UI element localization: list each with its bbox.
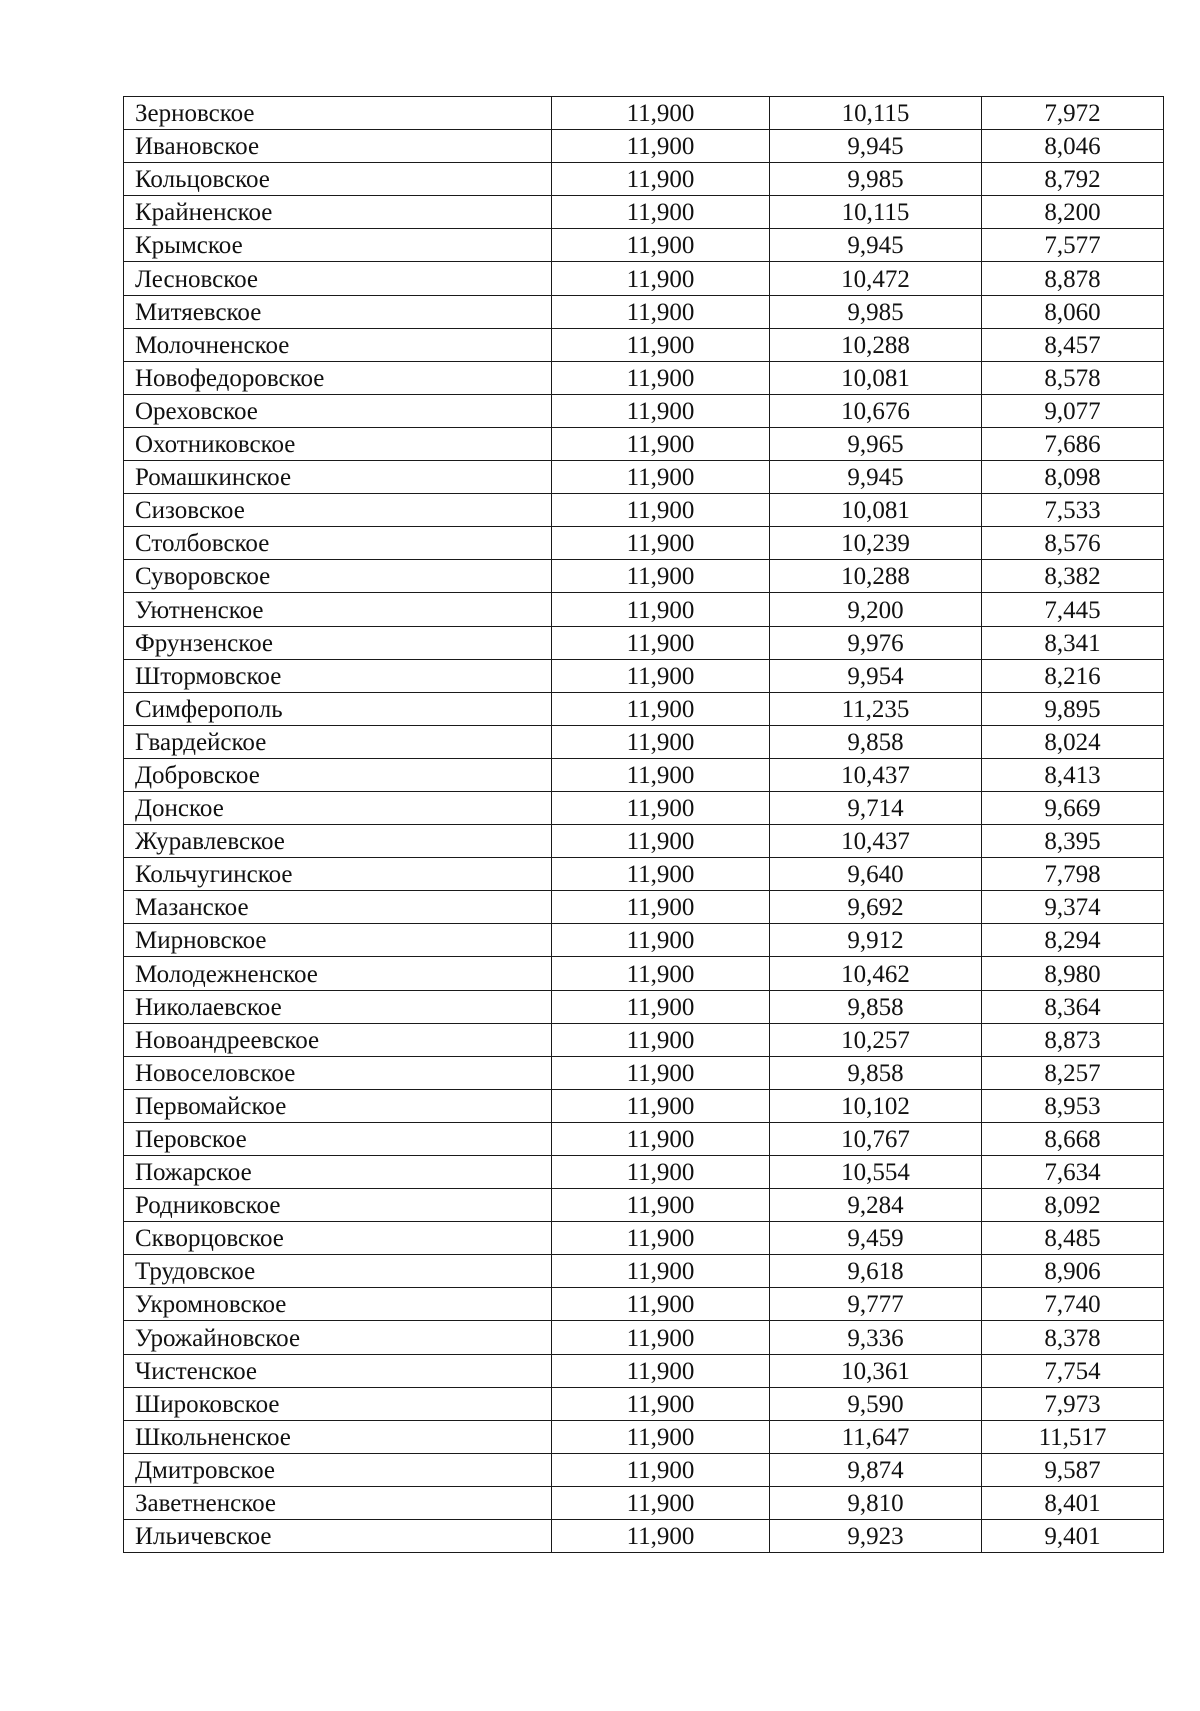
settlement-name-cell: Пожарское bbox=[124, 1156, 552, 1189]
table-row bbox=[124, 295, 1164, 328]
table-row bbox=[124, 361, 1164, 394]
value-2-cell: 9,954 bbox=[770, 659, 982, 692]
value-1-cell: 11,900 bbox=[552, 295, 770, 328]
table-row bbox=[124, 1056, 1164, 1089]
table-row bbox=[124, 1321, 1164, 1354]
settlement-name-cell: Суворовское bbox=[124, 560, 552, 593]
table-row bbox=[124, 1222, 1164, 1255]
value-3-cell: 9,895 bbox=[982, 692, 1164, 725]
table-row bbox=[124, 1255, 1164, 1288]
value-2-cell: 11,235 bbox=[770, 692, 982, 725]
value-3-cell: 8,341 bbox=[982, 626, 1164, 659]
value-3-cell: 8,378 bbox=[982, 1321, 1164, 1354]
value-1-cell: 11,900 bbox=[552, 1486, 770, 1519]
value-3-cell: 7,686 bbox=[982, 427, 1164, 460]
settlement-name-cell: Мазанское bbox=[124, 891, 552, 924]
settlement-name-cell: Крайненское bbox=[124, 196, 552, 229]
value-3-cell: 9,077 bbox=[982, 394, 1164, 427]
value-1-cell: 11,900 bbox=[552, 957, 770, 990]
table-row bbox=[124, 1387, 1164, 1420]
settlement-name-cell: Новоселовское bbox=[124, 1056, 552, 1089]
value-1-cell: 11,900 bbox=[552, 1189, 770, 1222]
table-row bbox=[124, 1453, 1164, 1486]
value-1-cell: 11,900 bbox=[552, 1023, 770, 1056]
value-1-cell: 11,900 bbox=[552, 328, 770, 361]
value-2-cell: 9,945 bbox=[770, 130, 982, 163]
value-3-cell: 8,395 bbox=[982, 825, 1164, 858]
settlement-name-cell: Сизовское bbox=[124, 494, 552, 527]
value-2-cell: 10,676 bbox=[770, 394, 982, 427]
value-1-cell: 11,900 bbox=[552, 593, 770, 626]
settlement-name-cell: Столбовское bbox=[124, 527, 552, 560]
table-row bbox=[124, 593, 1164, 626]
value-1-cell: 11,900 bbox=[552, 527, 770, 560]
value-2-cell: 9,985 bbox=[770, 163, 982, 196]
value-3-cell: 7,740 bbox=[982, 1288, 1164, 1321]
value-3-cell: 11,517 bbox=[982, 1420, 1164, 1453]
table-row bbox=[124, 1486, 1164, 1519]
value-1-cell: 11,900 bbox=[552, 1222, 770, 1255]
settlement-name-cell: Ромашкинское bbox=[124, 461, 552, 494]
value-3-cell: 7,798 bbox=[982, 858, 1164, 891]
value-2-cell: 9,459 bbox=[770, 1222, 982, 1255]
value-1-cell: 11,900 bbox=[552, 427, 770, 460]
settlement-name-cell: Митяевское bbox=[124, 295, 552, 328]
table-row bbox=[124, 924, 1164, 957]
value-2-cell: 10,081 bbox=[770, 494, 982, 527]
value-1-cell: 11,900 bbox=[552, 990, 770, 1023]
settlement-name-cell: Журавлевское bbox=[124, 825, 552, 858]
value-2-cell: 9,923 bbox=[770, 1520, 982, 1553]
settlement-name-cell: Крымское bbox=[124, 229, 552, 262]
value-3-cell: 8,024 bbox=[982, 725, 1164, 758]
value-1-cell: 11,900 bbox=[552, 461, 770, 494]
value-3-cell: 8,906 bbox=[982, 1255, 1164, 1288]
table-row bbox=[124, 692, 1164, 725]
value-3-cell: 8,457 bbox=[982, 328, 1164, 361]
table-row bbox=[124, 494, 1164, 527]
value-2-cell: 10,437 bbox=[770, 825, 982, 858]
value-1-cell: 11,900 bbox=[552, 1156, 770, 1189]
value-3-cell: 9,401 bbox=[982, 1520, 1164, 1553]
table-body bbox=[124, 97, 1164, 1553]
value-2-cell: 9,284 bbox=[770, 1189, 982, 1222]
value-1-cell: 11,900 bbox=[552, 924, 770, 957]
value-1-cell: 11,900 bbox=[552, 1122, 770, 1155]
value-1-cell: 11,900 bbox=[552, 361, 770, 394]
value-3-cell: 8,060 bbox=[982, 295, 1164, 328]
table-row bbox=[124, 1023, 1164, 1056]
value-3-cell: 8,873 bbox=[982, 1023, 1164, 1056]
value-1-cell: 11,900 bbox=[552, 825, 770, 858]
value-2-cell: 9,810 bbox=[770, 1486, 982, 1519]
settlement-name-cell: Лесновское bbox=[124, 262, 552, 295]
table-row bbox=[124, 957, 1164, 990]
settlement-name-cell: Урожайновское bbox=[124, 1321, 552, 1354]
value-1-cell: 11,900 bbox=[552, 1354, 770, 1387]
settlement-name-cell: Трудовское bbox=[124, 1255, 552, 1288]
value-3-cell: 8,413 bbox=[982, 758, 1164, 791]
value-1-cell: 11,900 bbox=[552, 1387, 770, 1420]
value-3-cell: 8,092 bbox=[982, 1189, 1164, 1222]
value-2-cell: 9,985 bbox=[770, 295, 982, 328]
value-2-cell: 9,714 bbox=[770, 791, 982, 824]
settlement-name-cell: Заветненское bbox=[124, 1486, 552, 1519]
value-3-cell: 9,374 bbox=[982, 891, 1164, 924]
value-1-cell: 11,900 bbox=[552, 1056, 770, 1089]
value-2-cell: 9,200 bbox=[770, 593, 982, 626]
value-3-cell: 8,953 bbox=[982, 1089, 1164, 1122]
value-1-cell: 11,900 bbox=[552, 196, 770, 229]
value-1-cell: 11,900 bbox=[552, 560, 770, 593]
settlement-name-cell: Скворцовское bbox=[124, 1222, 552, 1255]
value-1-cell: 11,900 bbox=[552, 626, 770, 659]
value-2-cell: 9,874 bbox=[770, 1453, 982, 1486]
settlement-name-cell: Широковское bbox=[124, 1387, 552, 1420]
value-1-cell: 11,900 bbox=[552, 1255, 770, 1288]
table-row bbox=[124, 659, 1164, 692]
value-1-cell: 11,900 bbox=[552, 229, 770, 262]
value-1-cell: 11,900 bbox=[552, 858, 770, 891]
table-row bbox=[124, 1189, 1164, 1222]
value-2-cell: 10,102 bbox=[770, 1089, 982, 1122]
table-row bbox=[124, 97, 1164, 130]
value-1-cell: 11,900 bbox=[552, 1321, 770, 1354]
value-1-cell: 11,900 bbox=[552, 1420, 770, 1453]
value-2-cell: 9,777 bbox=[770, 1288, 982, 1321]
value-2-cell: 9,858 bbox=[770, 990, 982, 1023]
value-3-cell: 7,972 bbox=[982, 97, 1164, 130]
table-row bbox=[124, 262, 1164, 295]
value-2-cell: 10,767 bbox=[770, 1122, 982, 1155]
table-row bbox=[124, 1520, 1164, 1553]
value-1-cell: 11,900 bbox=[552, 1288, 770, 1321]
settlement-name-cell: Николаевское bbox=[124, 990, 552, 1023]
value-2-cell: 10,288 bbox=[770, 328, 982, 361]
settlement-name-cell: Ореховское bbox=[124, 394, 552, 427]
value-2-cell: 10,081 bbox=[770, 361, 982, 394]
value-2-cell: 10,437 bbox=[770, 758, 982, 791]
value-3-cell: 8,098 bbox=[982, 461, 1164, 494]
value-2-cell: 9,976 bbox=[770, 626, 982, 659]
table-row bbox=[124, 427, 1164, 460]
settlement-name-cell: Ильичевское bbox=[124, 1520, 552, 1553]
settlement-name-cell: Новофедоровское bbox=[124, 361, 552, 394]
value-1-cell: 11,900 bbox=[552, 1089, 770, 1122]
table-row bbox=[124, 394, 1164, 427]
value-2-cell: 9,912 bbox=[770, 924, 982, 957]
settlement-name-cell: Молочненское bbox=[124, 328, 552, 361]
table-row bbox=[124, 229, 1164, 262]
value-2-cell: 10,239 bbox=[770, 527, 982, 560]
value-2-cell: 9,858 bbox=[770, 1056, 982, 1089]
settlement-name-cell: Штормовское bbox=[124, 659, 552, 692]
table-row bbox=[124, 196, 1164, 229]
value-2-cell: 10,554 bbox=[770, 1156, 982, 1189]
settlement-name-cell: Гвардейское bbox=[124, 725, 552, 758]
value-3-cell: 7,445 bbox=[982, 593, 1164, 626]
table-row bbox=[124, 1089, 1164, 1122]
value-1-cell: 11,900 bbox=[552, 494, 770, 527]
value-2-cell: 9,692 bbox=[770, 891, 982, 924]
table-row bbox=[124, 527, 1164, 560]
value-1-cell: 11,900 bbox=[552, 791, 770, 824]
value-3-cell: 8,878 bbox=[982, 262, 1164, 295]
settlement-name-cell: Укромновское bbox=[124, 1288, 552, 1321]
settlement-name-cell: Школьненское bbox=[124, 1420, 552, 1453]
value-1-cell: 11,900 bbox=[552, 725, 770, 758]
table-row bbox=[124, 725, 1164, 758]
value-3-cell: 8,382 bbox=[982, 560, 1164, 593]
value-1-cell: 11,900 bbox=[552, 1453, 770, 1486]
value-3-cell: 8,485 bbox=[982, 1222, 1164, 1255]
value-1-cell: 11,900 bbox=[552, 163, 770, 196]
value-2-cell: 10,288 bbox=[770, 560, 982, 593]
value-3-cell: 8,401 bbox=[982, 1486, 1164, 1519]
value-1-cell: 11,900 bbox=[552, 130, 770, 163]
settlement-name-cell: Донское bbox=[124, 791, 552, 824]
value-3-cell: 7,754 bbox=[982, 1354, 1164, 1387]
value-2-cell: 11,647 bbox=[770, 1420, 982, 1453]
value-2-cell: 10,472 bbox=[770, 262, 982, 295]
value-2-cell: 9,965 bbox=[770, 427, 982, 460]
data-table bbox=[123, 96, 1164, 1553]
settlement-name-cell: Родниковское bbox=[124, 1189, 552, 1222]
settlement-name-cell: Первомайское bbox=[124, 1089, 552, 1122]
value-3-cell: 8,257 bbox=[982, 1056, 1164, 1089]
table-row bbox=[124, 758, 1164, 791]
settlement-name-cell: Фрунзенское bbox=[124, 626, 552, 659]
settlement-name-cell: Кольцовское bbox=[124, 163, 552, 196]
table-row bbox=[124, 990, 1164, 1023]
value-2-cell: 9,336 bbox=[770, 1321, 982, 1354]
value-1-cell: 11,900 bbox=[552, 1520, 770, 1553]
value-1-cell: 11,900 bbox=[552, 758, 770, 791]
settlement-name-cell: Охотниковское bbox=[124, 427, 552, 460]
settlement-name-cell: Мирновское bbox=[124, 924, 552, 957]
table-row bbox=[124, 825, 1164, 858]
table-row bbox=[124, 461, 1164, 494]
value-3-cell: 8,364 bbox=[982, 990, 1164, 1023]
value-2-cell: 10,115 bbox=[770, 97, 982, 130]
value-1-cell: 11,900 bbox=[552, 692, 770, 725]
value-1-cell: 11,900 bbox=[552, 891, 770, 924]
value-3-cell: 7,577 bbox=[982, 229, 1164, 262]
settlement-name-cell: Новоандреевское bbox=[124, 1023, 552, 1056]
table-row bbox=[124, 1288, 1164, 1321]
value-3-cell: 8,792 bbox=[982, 163, 1164, 196]
value-2-cell: 9,858 bbox=[770, 725, 982, 758]
value-2-cell: 10,257 bbox=[770, 1023, 982, 1056]
value-3-cell: 7,973 bbox=[982, 1387, 1164, 1420]
value-1-cell: 11,900 bbox=[552, 659, 770, 692]
settlement-name-cell: Зерновское bbox=[124, 97, 552, 130]
settlement-name-cell: Перовское bbox=[124, 1122, 552, 1155]
value-3-cell: 9,587 bbox=[982, 1453, 1164, 1486]
table-row bbox=[124, 560, 1164, 593]
table-row bbox=[124, 1420, 1164, 1453]
settlement-name-cell: Симферополь bbox=[124, 692, 552, 725]
table-row bbox=[124, 130, 1164, 163]
value-3-cell: 7,533 bbox=[982, 494, 1164, 527]
value-3-cell: 8,980 bbox=[982, 957, 1164, 990]
value-2-cell: 10,115 bbox=[770, 196, 982, 229]
settlement-name-cell: Чистенское bbox=[124, 1354, 552, 1387]
value-2-cell: 9,618 bbox=[770, 1255, 982, 1288]
table-row bbox=[124, 1354, 1164, 1387]
value-3-cell: 8,216 bbox=[982, 659, 1164, 692]
table-row bbox=[124, 891, 1164, 924]
table-row bbox=[124, 791, 1164, 824]
value-3-cell: 8,046 bbox=[982, 130, 1164, 163]
value-1-cell: 11,900 bbox=[552, 262, 770, 295]
value-3-cell: 8,200 bbox=[982, 196, 1164, 229]
value-2-cell: 10,361 bbox=[770, 1354, 982, 1387]
table-row bbox=[124, 858, 1164, 891]
value-3-cell: 9,669 bbox=[982, 791, 1164, 824]
value-2-cell: 9,640 bbox=[770, 858, 982, 891]
value-2-cell: 9,590 bbox=[770, 1387, 982, 1420]
table-row bbox=[124, 328, 1164, 361]
value-2-cell: 9,945 bbox=[770, 229, 982, 262]
settlement-name-cell: Молодежненское bbox=[124, 957, 552, 990]
value-3-cell: 8,668 bbox=[982, 1122, 1164, 1155]
value-1-cell: 11,900 bbox=[552, 97, 770, 130]
table-row bbox=[124, 1122, 1164, 1155]
settlement-name-cell: Добровское bbox=[124, 758, 552, 791]
settlement-name-cell: Кольчугинское bbox=[124, 858, 552, 891]
table-row bbox=[124, 626, 1164, 659]
value-2-cell: 9,945 bbox=[770, 461, 982, 494]
value-3-cell: 8,294 bbox=[982, 924, 1164, 957]
value-3-cell: 7,634 bbox=[982, 1156, 1164, 1189]
table-row bbox=[124, 1156, 1164, 1189]
settlement-name-cell: Дмитровское bbox=[124, 1453, 552, 1486]
settlement-name-cell: Уютненское bbox=[124, 593, 552, 626]
value-3-cell: 8,578 bbox=[982, 361, 1164, 394]
settlement-name-cell: Ивановское bbox=[124, 130, 552, 163]
table-row bbox=[124, 163, 1164, 196]
value-1-cell: 11,900 bbox=[552, 394, 770, 427]
value-2-cell: 10,462 bbox=[770, 957, 982, 990]
value-3-cell: 8,576 bbox=[982, 527, 1164, 560]
